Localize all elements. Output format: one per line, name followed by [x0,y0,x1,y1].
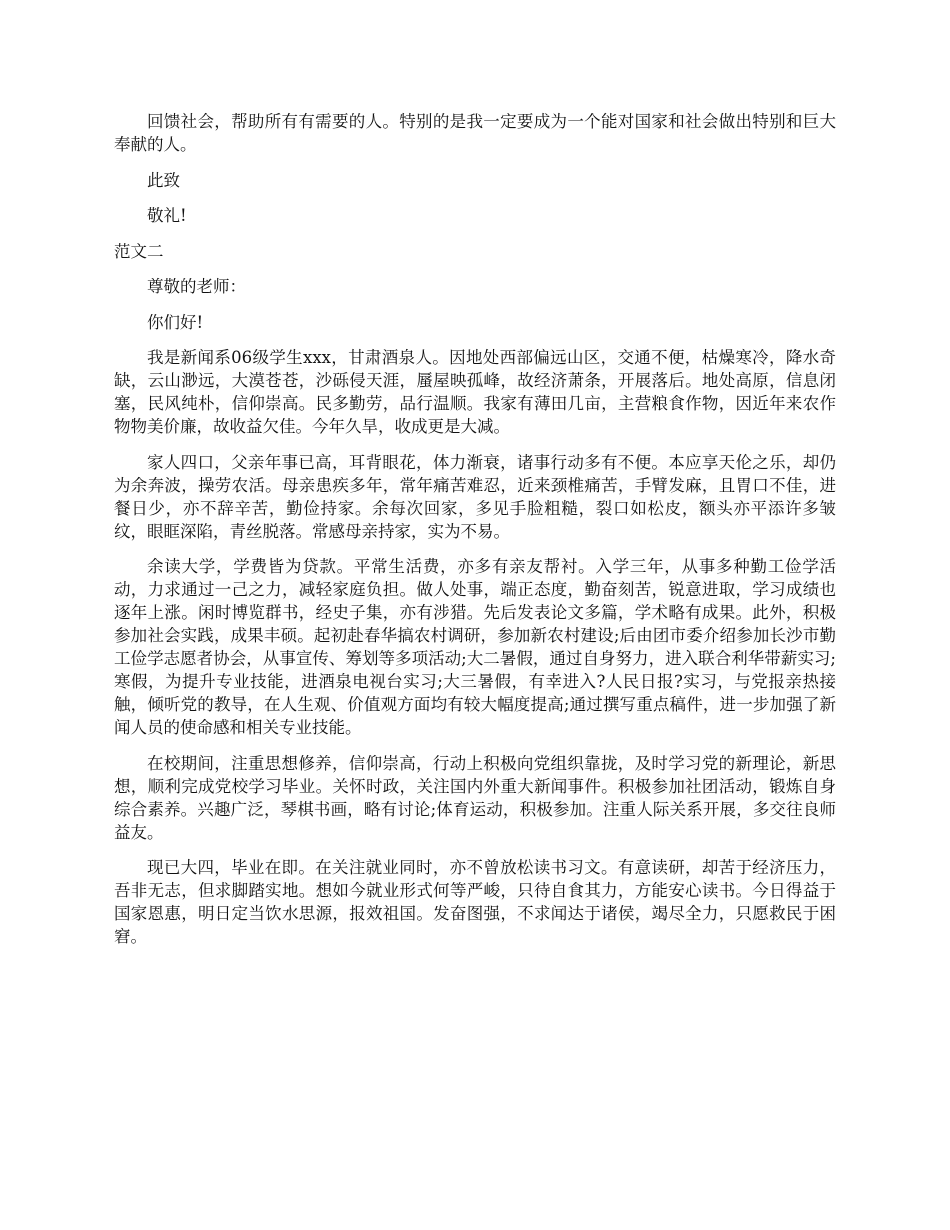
paragraph-university-studies: 余读大学，学费皆为贷款。平常生活费，亦多有亲友帮衬。入学三年，从事多种勤工俭学活动，力求通过一己之力，减轻家庭负担。做人处事，端正态度，勤奋刻苦，锐意进取，学习成绩也逐年上涨。闲时博览群书，经史子集，亦有涉猎。先后发表论文多篇，学术略有成果。此外，积极参加社会实践，成果丰硕。起初赴春华搞农村调研，参加新农村建设;后由团市委介绍参加长沙市勤工俭学志愿者协会，从事宣传、筹划等多项活动;大二暑假，通过自身努力，进入联合利华带薪实习;寒假，为提升专业技能，进酒泉电视台实习;大三暑假，有幸进入?人民日报?实习，与党报亲热接触，倾听党的教导，在人生观、价值观方面均有较大幅度提高;通过撰写重点稿件，进一步加强了新闻人员的使命感和相关专业技能。 [114,557,836,737]
paragraph-family: 家人四口，父亲年事已高，耳背眼花，体力渐衰，诸事行动多有不便。本应享天伦之乐，却仍为余奔波，操劳农活。母亲患疾多年，常年痛苦难忍，近来颈椎痛苦，手臂发麻，且胃口不佳，进餐日少，亦不辞辛苦，勤俭持家。余每次回家，多见手脸粗糙，裂口如松皮，额头亦平添许多皱纹，眼眶深陷，青丝脱落。常感母亲持家，实为不易。 [114,452,836,541]
paragraph-closing-dedication: 回馈社会，帮助所有有需要的人。特别的是我一定要成为一个能对国家和社会做出特别和巨大奉献的人。 [114,112,836,154]
paragraph-salutation-jingli: 敬礼! [147,206,187,225]
paragraph-greeting-hello: 你们好! [147,312,204,332]
paragraph-senior-year: 现已大四，毕业在即。在关注就业同时，亦不曾放松读书习文。有意读研，却苦于经济压力，吾非无志，但求脚踏实地。想如今就业形式何等严峻，只待自食其力，方能安心读书。今日得益于国家恩惠，明日定当饮水思源，报效祖国。发奋图强，不求闻达于诸侯，竭尽全力，只愿救民于困窘。 [114,858,836,946]
paragraph-salutation-cizhi: 此致 [147,170,180,190]
section-heading-sample-two: 范文二 [114,241,164,261]
paragraph-self-introduction: 我是新闻系06级学生xxx，甘肃酒泉人。因地处西部偏远山区，交通不便，枯燥寒冷，降水奇缺，云山渺远，大漠苍苍，沙砾侵天涯，蜃屋映孤峰，故经济萧条，开展落后。地处高原，信息闭塞，民风纯朴，信仰崇高。民多勤劳，品行温顺。我家有薄田几亩，主营粮食作物，因近年来农作物物美价廉，故收益欠佳。今年久旱，收成更是大减。 [114,348,836,436]
paragraph-greeting-teacher: 尊敬的老师： [147,277,246,296]
document-page [114,110,836,961]
paragraph-campus-life: 在校期间，注重思想修养，信仰崇高，行动上积极向党组织靠拢，及时学习党的新理论，新思想，顺利完成党校学习毕业。关怀时政，关注国内外重大新闻事件。积极参加社团活动，锻炼自身综合素养。兴趣广泛，琴棋书画，略有讨论;体育运动，积极参加。注重人际关系开展，多交往良师益友。 [114,753,836,842]
